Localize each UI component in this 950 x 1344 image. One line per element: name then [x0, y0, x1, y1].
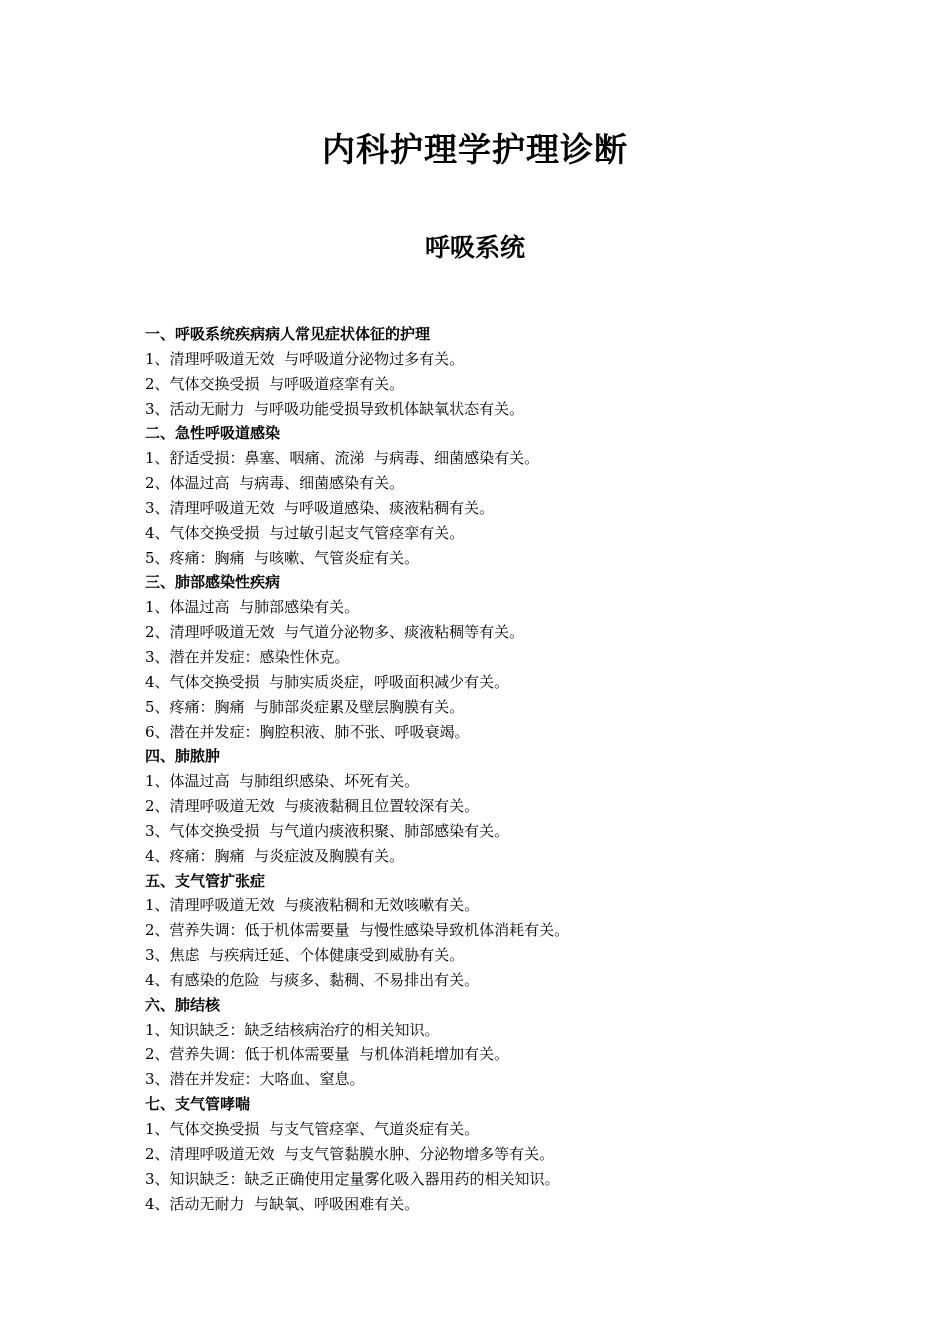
section-lung-abscess — [145, 744, 845, 868]
list-item: 6、潜在并发症：胸腔积液、肺不张、呼吸衰竭。 — [145, 722, 470, 741]
list-item: 1、气体交换受损 与支气管痉挛、气道炎症有关。 — [145, 1120, 480, 1138]
list-item: 3、清理呼吸道无效 与呼吸道感染、痰液粘稠有关。 — [145, 498, 495, 517]
list-item: 5、疼痛：胸痛 与肺部炎症累及壁层胸膜有关。 — [145, 697, 465, 716]
list-item: 4、活动无耐力 与缺氧、呼吸困难有关。 — [145, 1194, 420, 1213]
list-item: 2、体温过高 与病毒、细菌感染有关。 — [145, 474, 405, 493]
section-heading: 四、肺脓肿 — [145, 747, 221, 766]
list-item: 2、营养失调：低于机体需要量 与慢性感染导致机体消耗有关。 — [145, 921, 570, 940]
list-item: 1、知识缺乏：缺乏结核病治疗的相关知识。 — [145, 1020, 440, 1039]
list-item: 2、气体交换受损 与呼吸道痉挛有关。 — [145, 374, 405, 393]
list-item: 4、气体交换受损 与肺实质炎症，呼吸面积减少有关。 — [145, 672, 510, 691]
list-item: 2、清理呼吸道无效 与痰液黏稠且位置较深有关。 — [145, 797, 480, 816]
section-pulmonary-infection — [145, 570, 845, 744]
list-item: 1、清理呼吸道无效 与痰液粘稠和无效咳嗽有关。 — [145, 896, 480, 915]
section-heading: 二、急性呼吸道感染 — [145, 424, 281, 443]
document-subtitle: 呼吸系统 — [424, 233, 525, 262]
section-heading: 六、肺结核 — [145, 995, 221, 1014]
list-item: 4、有感染的危险 与痰多、黏稠、不易排出有关。 — [145, 970, 480, 989]
section-respiratory-symptoms — [145, 322, 845, 421]
list-item: 3、知识缺乏：缺乏正确使用定量雾化吸入器用药的相关知识。 — [145, 1169, 560, 1188]
list-item: 3、焦虑 与疾病迁延、个体健康受到威胁有关。 — [145, 946, 465, 965]
list-item: 4、气体交换受损 与过敏引起支气管痉挛有关。 — [145, 523, 465, 542]
list-item: 2、清理呼吸道无效 与气道分泌物多、痰液粘稠等有关。 — [145, 623, 525, 642]
list-item: 5、疼痛：胸痛 与咳嗽、气管炎症有关。 — [145, 548, 420, 567]
list-item: 2、清理呼吸道无效 与支气管黏膜水肿、分泌物增多等有关。 — [145, 1144, 555, 1163]
document-body — [145, 322, 845, 1216]
section-heading: 五、支气管扩张症 — [145, 871, 266, 890]
list-item: 1、体温过高 与肺组织感染、坏死有关。 — [145, 772, 420, 791]
list-item: 2、营养失调：低于机体需要量 与机体消耗增加有关。 — [145, 1045, 510, 1064]
section-bronchiectasis — [145, 869, 845, 993]
section-acute-respiratory-infection — [145, 421, 845, 570]
list-item: 1、舒适受损：鼻塞、咽痛、流涕 与病毒、细菌感染有关。 — [145, 449, 540, 468]
list-item: 1、体温过高 与肺部感染有关。 — [145, 598, 360, 617]
list-item: 1、清理呼吸道无效 与呼吸道分泌物过多有关。 — [145, 349, 465, 368]
section-heading: 三、肺部感染性疾病 — [145, 573, 281, 592]
list-item: 3、活动无耐力 与呼吸功能受损导致机体缺氧状态有关。 — [145, 399, 525, 418]
list-item: 3、气体交换受损 与气道内痰液积聚、肺部感染有关。 — [145, 821, 510, 840]
section-heading: 七、支气管哮喘 — [145, 1095, 251, 1114]
list-item: 3、潜在并发症：大咯血、窒息。 — [145, 1070, 365, 1089]
section-heading: 一、呼吸系统疾病病人常见症状体征的护理 — [145, 325, 431, 343]
list-item: 3、潜在并发症：感染性休克。 — [145, 647, 350, 666]
section-tuberculosis — [145, 993, 845, 1092]
document-title: 内科护理学护理诊断 — [322, 130, 628, 169]
section-asthma — [145, 1092, 845, 1216]
list-item: 4、疼痛：胸痛 与炎症波及胸膜有关。 — [145, 846, 405, 865]
